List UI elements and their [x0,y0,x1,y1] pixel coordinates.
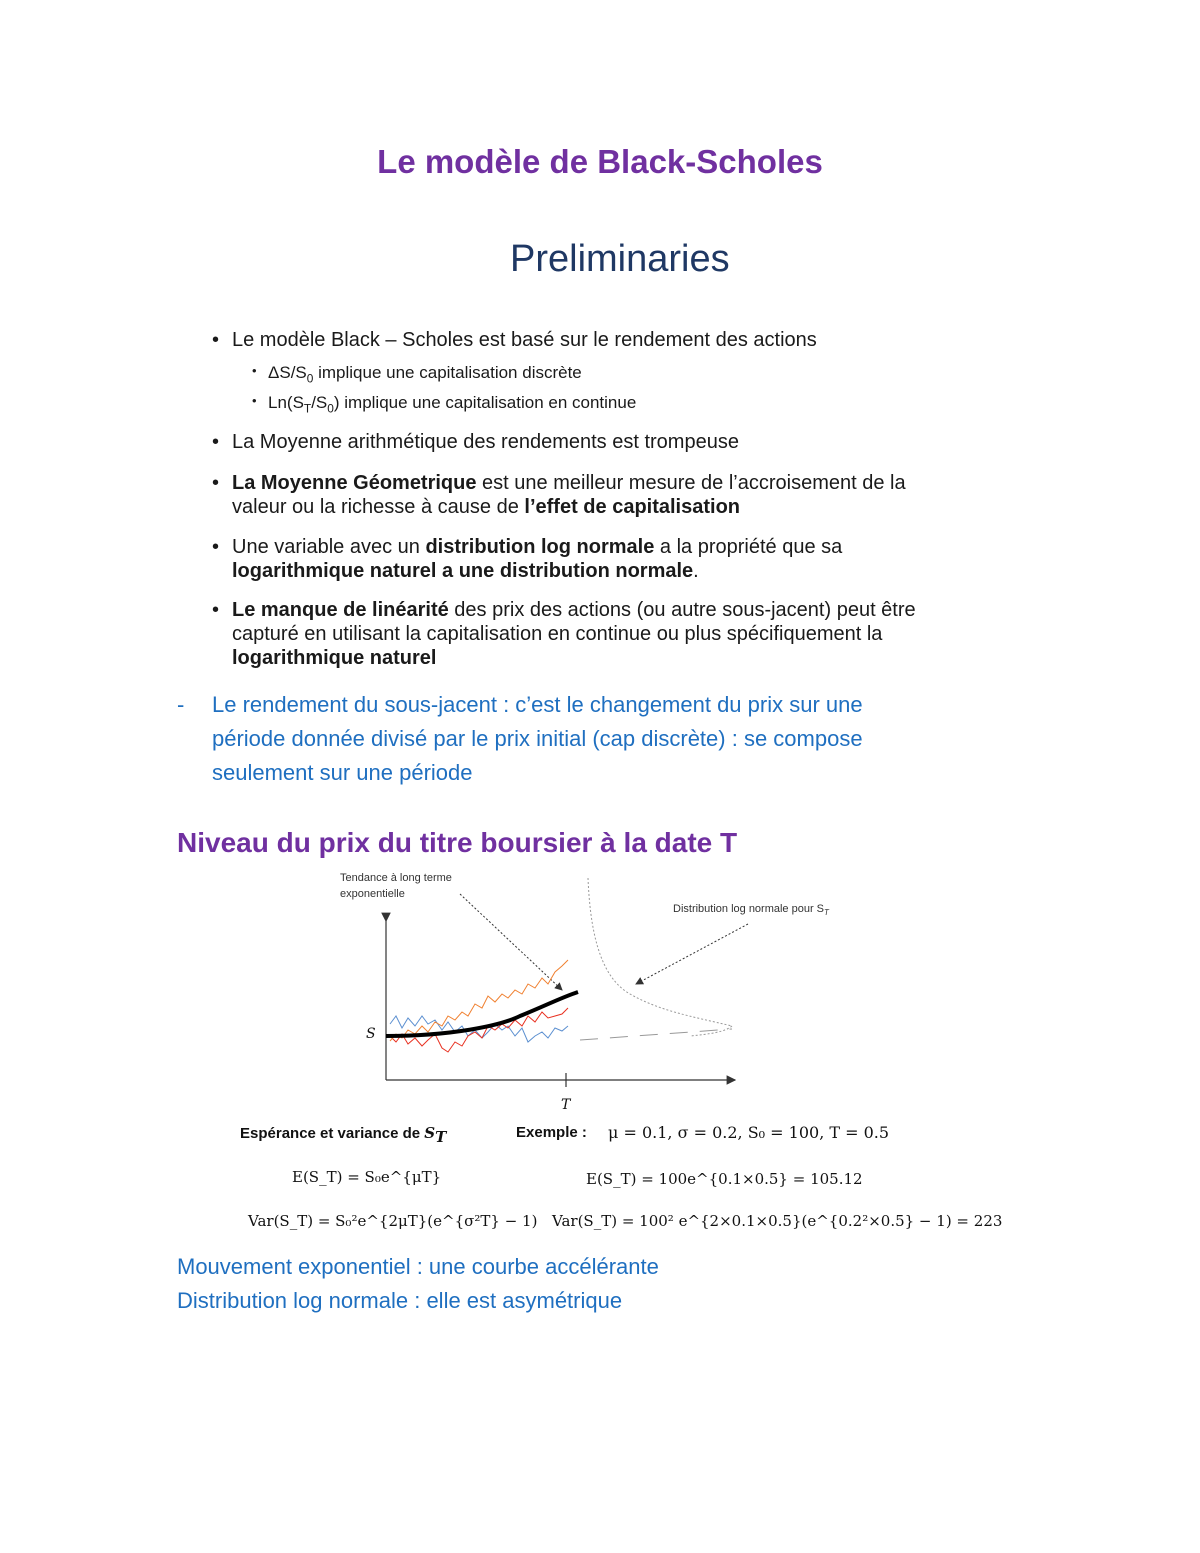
dist-label-sub: T [824,908,829,917]
sub-text: Ln(S [268,393,304,412]
trend-arrow [460,894,562,990]
bullet-dot: • [212,472,220,494]
bold-text: logarithmique naturel a une distribution normale [232,560,694,582]
note-line: seulement sur une période [212,760,473,785]
bullet-text: valeur ou la richesse à cause de [232,496,525,518]
trend-label: Tendance à long terme [340,872,452,884]
heading-sub: T [435,1128,447,1146]
bullet-text: Une variable avec un [232,536,426,558]
dist-label-text: Distribution log normale pour S [673,903,825,915]
bold-text: l’effet de capitalisation [524,496,741,518]
bullet-text: a la propriété que sa [654,536,843,558]
note-block [212,688,1012,790]
heading-text: Espérance et variance de [240,1125,425,1142]
slide-heading: Preliminaries [510,238,730,280]
bullet-text: est une meilleur mesure de l’accroisement de la [476,472,906,494]
subscript: T [303,401,312,416]
bold-text: La Moyenne Géometrique [232,472,477,494]
sub-text: ) implique une capitalisation en continue [333,393,637,412]
bullet-text: La Moyenne arithmétique des rendements est trompeuse [232,431,739,453]
bullet-dot: • [212,431,220,453]
conclusion-line-2: Distribution log normale : elle est asymétrique [177,1288,623,1313]
trend-curve [386,992,578,1036]
sub-text: /S [311,393,328,412]
bullet-text: Le modèle Black – Scholes est basé sur le rendement des actions [232,329,817,351]
page-title: Le modèle de Black-Scholes [377,143,823,180]
lognormal-density [588,878,732,1026]
section-title: Niveau du prix du titre boursier à la date T [177,827,738,858]
x-axis-label: T [561,1097,571,1113]
dist-arrow [636,924,748,984]
heading-var: S [424,1124,436,1142]
price-figure [330,866,890,1116]
y-axis-label: S [366,1026,376,1042]
bullet-text: . [693,560,699,582]
variance-example: Var(S_T) = 100² e^{2×0.1×0.5}(e^{0.2²×0.5} − 1) = 223 [552,1212,1003,1230]
conclusion-block [177,1250,659,1318]
bullet-text: des prix des actions (ou autre sous-jacent) peut être [448,599,916,621]
bold-text: Le manque de linéarité [232,599,449,621]
sub-text: ΔS/S [268,363,307,382]
subscript: 0 [327,401,334,416]
bullet-dot: • [212,536,220,558]
note-line: Le rendement du sous-jacent : c’est le changement du prix sur une [212,692,863,717]
bullet-dot: • [252,393,257,408]
bullet-text: capturé en utilisant la capitalisation en continue ou plus spécifiquement la [232,623,883,645]
expectation-example: E(S_T) = 100e^{0.1×0.5} = 105.12 [586,1170,863,1188]
density-baseline [580,1029,732,1040]
bullet-dot: • [252,363,257,378]
bold-text: distribution log normale [425,536,655,558]
dist-label [673,903,830,917]
note-dash: - [177,692,185,717]
subscript: 0 [306,371,314,386]
sub-text: implique une capitalisation discrète [313,363,582,382]
variance-formula: Var(S_T) = S₀²e^{2μT}(e^{σ²T} − 1) [248,1212,538,1230]
bold-text: logarithmique naturel [232,647,437,669]
bullet-dot: • [212,329,220,351]
expectation-heading [240,1124,446,1146]
expectation-formula: E(S_T) = S₀e^{μT} [292,1168,442,1186]
trend-label: exponentielle [340,888,405,900]
example-label: Exemple : [516,1124,587,1141]
note-line: période donnée divisé par le prix initial (cap discrète) : se compose [212,726,863,751]
conclusion-line-1: Mouvement exponentiel : une courbe accélérante [177,1254,659,1279]
bullet-dot: • [212,599,220,621]
example-params: μ = 0.1, σ = 0.2, S₀ = 100, T = 0.5 [608,1123,890,1142]
